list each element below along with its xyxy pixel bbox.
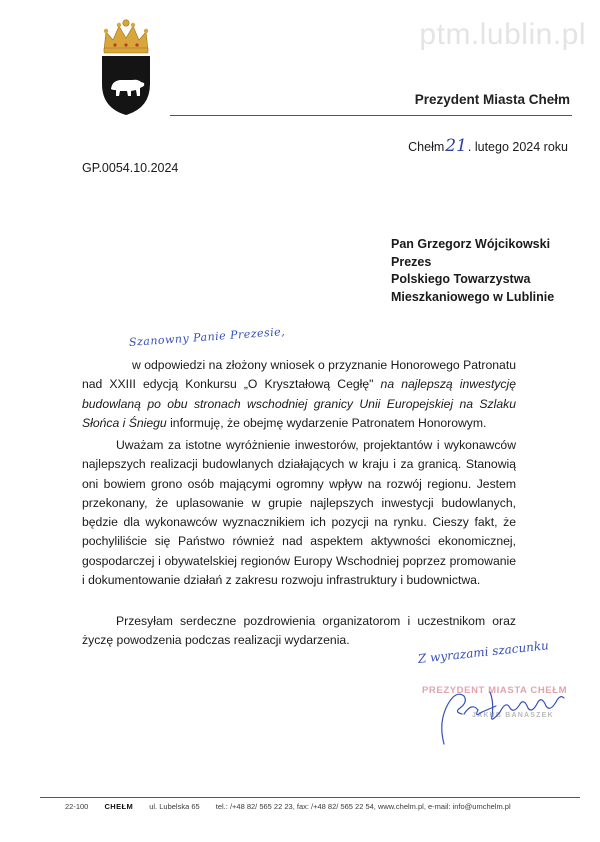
p1-text: w odpowiedzi na złożony wniosek o przyznanie Honorowego Patronatu nad XXIII edycją Konkursu „O Kryształową Cegłę" (82, 358, 516, 392)
header-divider (170, 115, 572, 116)
watermark: ptm.lublin.pl (419, 18, 586, 51)
date-rest: lutego 2024 roku (474, 140, 568, 154)
addressee-line: Mieszkaniowego w Lublinie (391, 289, 555, 304)
body-paragraph-2: Uważam za istotne wyróżnienie inwestorów, projektantów i wykonawców najlepszych realizacji budowlanych działających w kraju i za granicą. Stanowią oni bowiem grono osób mającymi ogromny wpływ na rozwój regionu. Jestem przekonany, że uplasowanie w grupie najlepszych inwestycji budowlanych, będzie dla wykonawców wyznacznikiem ich pozycji na rynku. Cieszy fakt, że pochyliliście się Państwo również nad aspektem aktywności ekonomicznej, gospodarczej i obywatelskiej regionów Europy Wschodniej poprzez promowanie i dokumentowanie działań z zakresu rozwoju infrastruktury i budownictwa. (82, 438, 516, 588)
footer-city: CHEŁM (104, 802, 134, 811)
stamp-name: JAKUB BANASZEK (472, 712, 554, 719)
city-crest-logo (98, 18, 154, 116)
p1-italic-title: na najlepszą inwestycję budowlaną po obu stronach wschodniej granicy Unii Europejskiej na Szlaku Słońca i Śniegu (82, 377, 517, 430)
footer-divider (40, 797, 580, 798)
p1-text-end: informuję, że obejmę wydarzenie Patronatem Honorowym. (166, 415, 487, 430)
footer-street: ul. Lubelska 65 (149, 802, 200, 811)
handwritten-salutation: Szanowny Panie Prezesie, (128, 325, 286, 349)
official-stamp: PREZYDENT MIASTA CHEŁM (422, 685, 568, 696)
header-title: Prezydent Miasta Chełm (414, 92, 570, 107)
date-day-handwritten: 21 (445, 136, 467, 156)
date-line: Chełm21. lutego 2024 roku (408, 136, 568, 156)
date-place: Chełm (408, 140, 445, 154)
addressee-line: Pan Grzegorz Wójcikowski (391, 237, 551, 251)
footer (65, 802, 511, 811)
footer-contact: tel.: /+48 82/ 565 22 23, fax: /+48 82/ 565 22 54, www.chelm.pl, e-mail: info@umchelm.pl (215, 802, 511, 811)
body-paragraph-1 (82, 356, 516, 433)
handwritten-signature (434, 672, 574, 752)
handwritten-closing: Z wyrazami szacunku (417, 638, 550, 666)
body-paragraph-3: Przesyłam serdeczne pozdrowienia organizatorom i uczestnikom oraz życzę powodzenia podczas realizacji wydarzenia. (82, 614, 516, 648)
addressee-line: Polskiego Towarzystwa (391, 272, 531, 287)
addressee-line: Prezes (391, 254, 432, 269)
reference-number: GP.0054.10.2024 (82, 161, 179, 175)
footer-postal-code: 22-100 (65, 802, 89, 811)
addressee-block (391, 236, 554, 306)
